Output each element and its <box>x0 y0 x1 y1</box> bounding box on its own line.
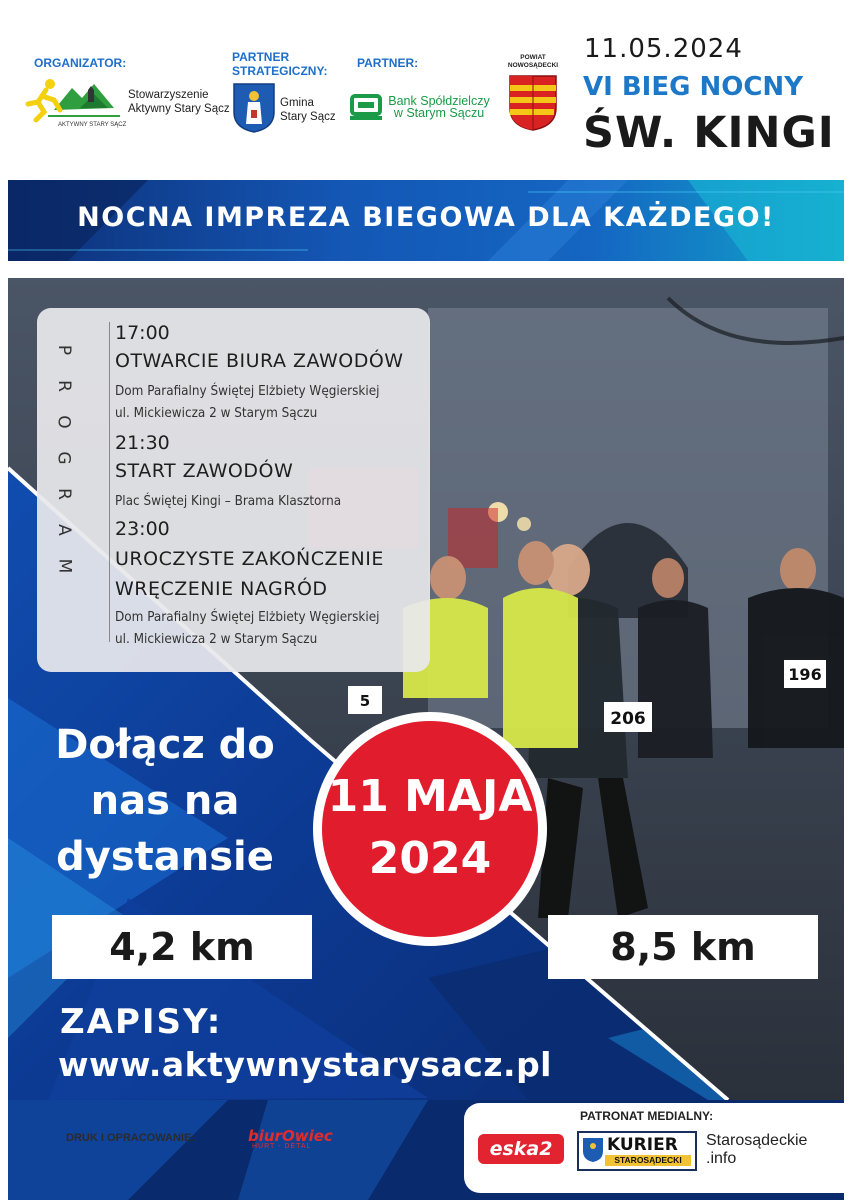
registration-label: ZAPISY: <box>60 1002 223 1042</box>
strategic-partner-label-line-2: STRATEGICZNY: <box>232 64 328 78</box>
bank-logo-icon <box>348 92 384 122</box>
program-time-3: 23:00 <box>115 518 170 540</box>
organizer-logo <box>24 72 128 128</box>
registration-url[interactable]: www.aktywnystarysacz.pl <box>58 1045 552 1084</box>
program-title-3b: WRĘCZENIE NAGRÓD <box>115 578 328 600</box>
partner-name-line-2: w Starym Sączu <box>393 106 485 120</box>
county-label-line-1: POWIAT <box>520 54 546 61</box>
county-label-line-2: NOWOSĄDECKI <box>507 62 559 69</box>
kurier-title: KURIER <box>607 1135 678 1155</box>
join-line-2: nas na <box>90 778 240 824</box>
print-label: DRUK I OPRACOWANIE: <box>66 1132 195 1144</box>
county-coat-of-arms-icon <box>508 74 558 132</box>
program-divider <box>109 322 110 642</box>
slogan-banner <box>8 180 844 261</box>
stary-sacz-coat-of-arms-icon <box>232 82 276 134</box>
bib-5-text: 5 <box>359 692 371 710</box>
date-badge-line-1: 11 MAJA <box>327 771 533 822</box>
program-address-1a: Dom Parafialny Świętej Elżbiety Węgierskiej <box>115 384 380 399</box>
organizer-label: ORGANIZATOR: <box>34 56 127 70</box>
event-title: ŚW. KINGI <box>583 108 835 158</box>
date-badge <box>313 712 547 946</box>
organizer-name-line-2: Aktywny Stary Sącz <box>128 103 230 115</box>
join-line-3: dystansie <box>56 834 274 880</box>
program-address-3a: Dom Parafialny Świętej Elżbiety Węgierskiej <box>115 610 380 625</box>
program-letter: P <box>53 344 74 356</box>
program-letter: G <box>54 451 74 465</box>
distance-long: 8,5 km <box>548 915 818 979</box>
strategic-partner-label-line-1: PARTNER <box>232 50 290 64</box>
join-line-1: Dołącz do <box>55 722 275 768</box>
media-patronage-label: PATRONAT MEDIALNY: <box>580 1109 714 1123</box>
bib-206-text: 206 <box>610 709 646 729</box>
media-kurier-logo <box>577 1131 697 1171</box>
date-badge-line-2: 2024 <box>368 833 492 884</box>
partner-name-line-1: Bank Spółdzielczy <box>388 94 490 108</box>
program-panel <box>37 308 430 672</box>
program-title-3a: UROCZYSTE ZAKOŃCZENIE <box>115 548 384 570</box>
kurier-subtitle: STAROSĄDECKI <box>605 1155 691 1166</box>
printer-logo: biurOwiec <box>248 1127 333 1145</box>
program-letter: R <box>54 488 74 500</box>
printer-logo-sub: HURT - DETAL <box>252 1143 312 1150</box>
strategic-partner-name-line-2: Stary Sącz <box>280 111 336 123</box>
program-letter: A <box>53 524 74 536</box>
program-title-1: OTWARCIE BIURA ZAWODÓW <box>115 350 404 372</box>
program-letter: R <box>54 380 74 392</box>
program-vertical-label <box>50 332 78 584</box>
organizer-logo-caption: AKTYWNY STARY SĄCZ <box>58 122 127 128</box>
kurier-crest-icon <box>582 1137 604 1163</box>
date-badge-inner <box>322 721 538 937</box>
media-eska2-logo: eska2 <box>478 1134 564 1164</box>
partner-label: PARTNER: <box>357 56 419 70</box>
event-date: 11.05.2024 <box>584 34 743 64</box>
organizer-name-line-1: Stowarzyszenie <box>128 89 209 101</box>
program-letter: O <box>53 415 74 429</box>
media-starosadeckie-line-1: Starosądeckie <box>706 1132 808 1149</box>
event-subtitle: VI BIEG NOCNY <box>583 72 804 102</box>
strategic-partner-name-line-1: Gmina <box>280 97 314 109</box>
media-starosadeckie-line-2: .info <box>706 1150 737 1167</box>
distance-short: 4,2 km <box>52 915 312 979</box>
program-letter: M <box>53 558 74 574</box>
program-title-2: START ZAWODÓW <box>115 460 294 482</box>
program-time-1: 17:00 <box>115 322 170 344</box>
program-address-2: Plac Świętej Kingi – Brama Klasztorna <box>115 494 342 509</box>
slogan-text: NOCNA IMPREZA BIEGOWA DLA KAŻDEGO! <box>77 202 775 233</box>
county-label <box>505 54 561 70</box>
program-address-3b: ul. Mickiewicza 2 w Starym Sączu <box>115 632 318 647</box>
join-text <box>40 717 290 885</box>
bib-196-text: 196 <box>788 665 822 684</box>
program-time-2: 21:30 <box>115 432 170 454</box>
program-address-1b: ul. Mickiewicza 2 w Starym Sączu <box>115 406 318 421</box>
